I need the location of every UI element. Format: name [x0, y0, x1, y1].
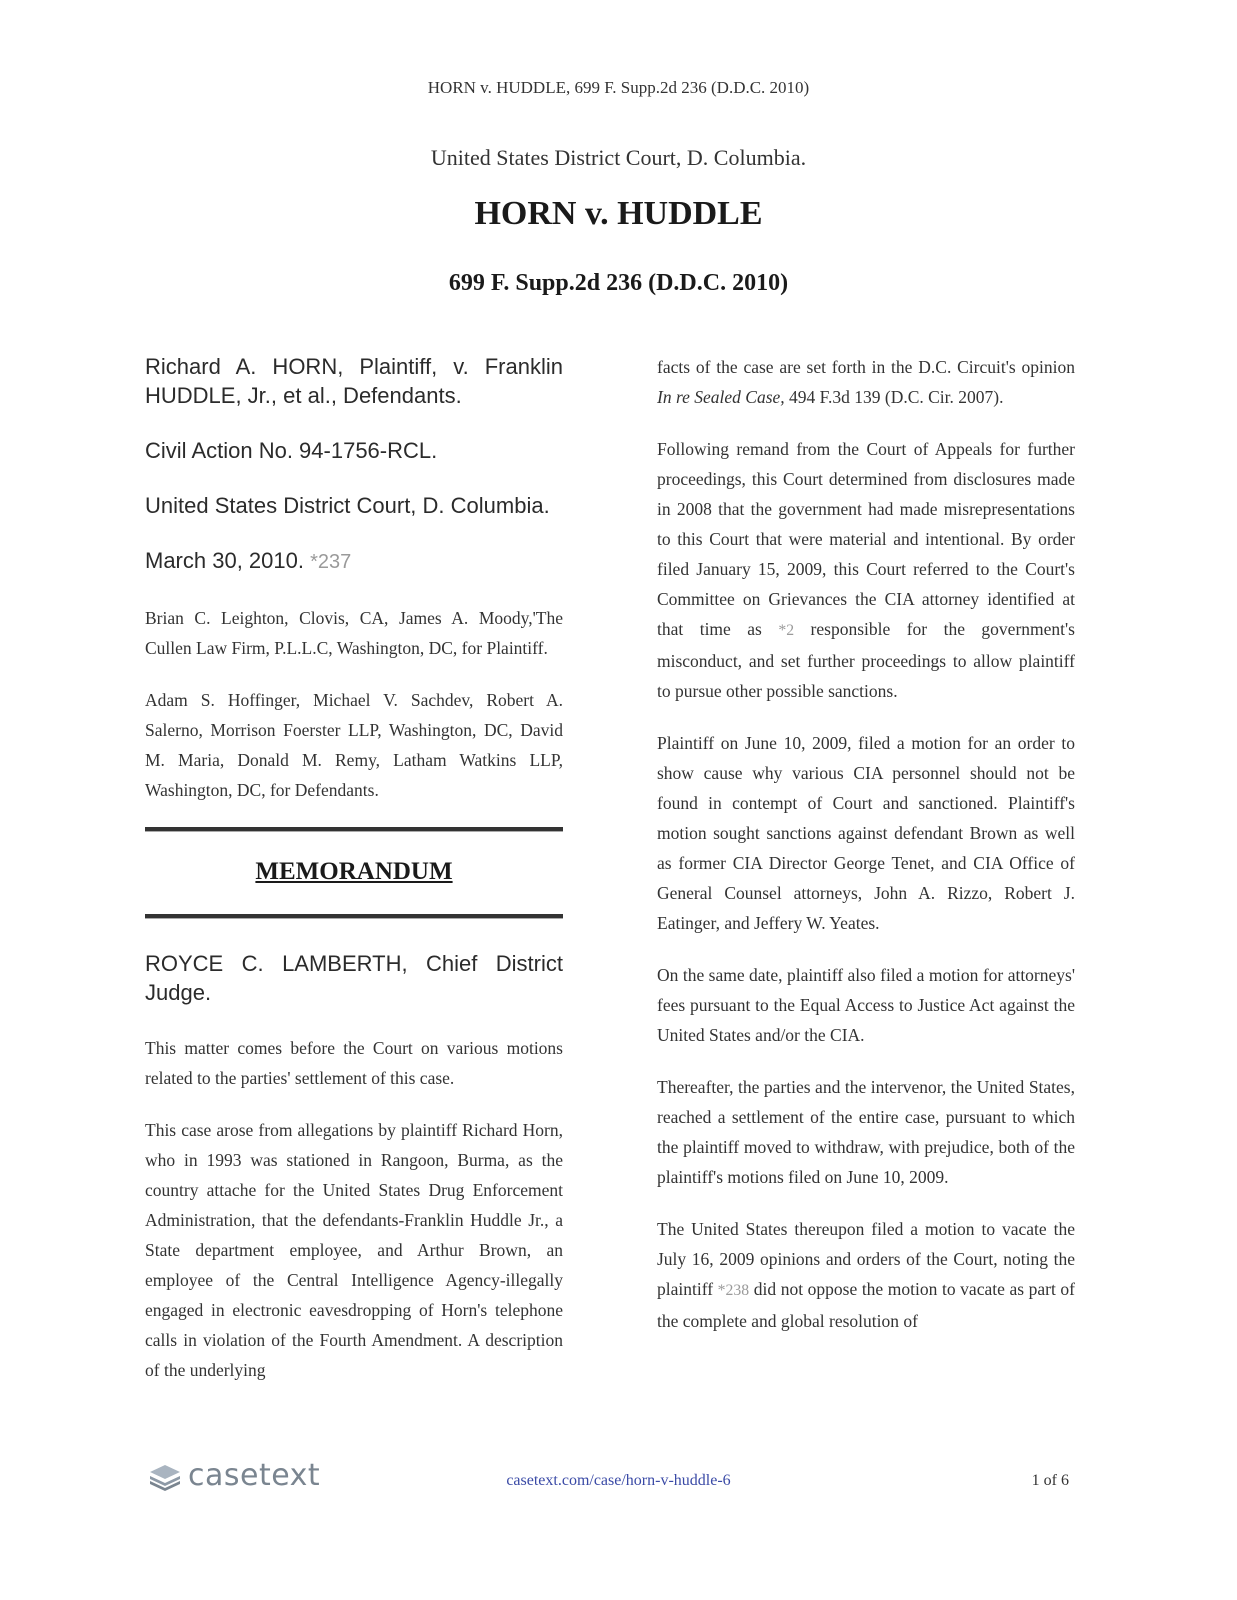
memo-heading: MEMORANDUM — [255, 858, 453, 885]
case-link[interactable]: casetext.com/case/horn-v-huddle-6 — [506, 1472, 731, 1489]
text: The United States thereupon filed a motion to vacate the July 16, 2009 opinions and orders of the Court, noting the plaintiff — [657, 1219, 1075, 1299]
page-star: *237 — [310, 551, 352, 573]
date-text: March 30, 2010. — [145, 548, 304, 573]
case-citation: 699 F. Supp.2d 236 (D.D.C. 2010) — [448, 270, 789, 296]
text: Following remand from the Court of Appeals for further proceedings, this Court determined from disclosures made in 2008 that the government had made misrepresentations to this Court that were material and intentional. By order filed January 15, 2009, this Court referred to the Court's Committee on Grievances the CIA attorney identified at that time as — [657, 439, 1075, 639]
text: did not oppose the motion to vacate as part of the complete and global resolution of — [657, 1279, 1075, 1331]
logo-text: casetext — [188, 1458, 321, 1493]
judge: ROYCE C. LAMBERTH, Chief District Judge. — [145, 951, 563, 1005]
counsel-defendants: Adam S. Hoffinger, Michael V. Sachdev, Robert A. Salerno, Morrison Foerster LLP, Washington, DC, David M. Maria, Donald M. Remy, Latham Watkins LLP, Washington, DC, for Defendants. — [145, 690, 563, 800]
page-number: 1 of 6 — [1031, 1472, 1069, 1489]
memo-heading-wrap — [145, 832, 563, 914]
paragraph: Plaintiff on June 10, 2009, filed a motion for an order to show cause why various CIA personnel should not be found in contempt of Court and sanctioned. Plaintiff's motion sought sanctions against defendant Brown as well as former CIA Director George Tenet, and CIA Office of General Counsel attorneys, John A. Rizzo, Robert J. Eatinger, and Jeffery W. Yeates. — [657, 733, 1075, 933]
running-head: HORN v. HUDDLE, 699 F. Supp.2d 236 (D.D.C. 2010) — [427, 78, 810, 97]
right-column — [657, 352, 1075, 1358]
paragraph: This case arose from allegations by plaintiff Richard Horn, who in 1993 was stationed in Rangoon, Burma, as the country attache for the United States Drug Enforcement Administration, that the defendants-Franklin Huddle Jr., a State department employee, and Arthur Brown, an employee of the Central Intelligence Agency-illegally engaged in electronic eavesdropping of Horn's telephone calls in violation of the Fourth Amendment. A description of the underlying — [145, 1120, 563, 1380]
court-name: United States District Court, D. Columbia. — [430, 145, 807, 170]
paragraph — [657, 434, 1075, 706]
left-column — [145, 352, 563, 1407]
divider — [145, 914, 563, 919]
counsel-plaintiff: Brian C. Leighton, Clovis, CA, James A. Moody,'The Cullen Law Firm, P.L.L.C, Washington, DC, for Plaintiff. — [145, 608, 563, 658]
docket-number: Civil Action No. 94-1756-RCL. — [145, 438, 438, 463]
text: responsible for the government's misconduct, and set further proceedings to allow plaintiff to pursue other possible sanctions. — [657, 619, 1075, 701]
court-line: United States District Court, D. Columbia. — [145, 493, 550, 518]
case-title: HORN v. HUDDLE — [474, 195, 763, 232]
paragraph: On the same date, plaintiff also filed a motion for attorneys' fees pursuant to the Equal Access to Justice Act against the United States and/or the CIA. — [657, 965, 1075, 1045]
decision-date — [145, 546, 563, 577]
case-name: In re Sealed Case, — [657, 387, 785, 407]
text: 494 F.3d 139 (D.C. Cir. 2007). — [784, 387, 1004, 407]
parties: Richard A. HORN, Plaintiff, v. Franklin HUDDLE, Jr., et al., Defendants. — [145, 354, 563, 408]
text: facts of the case are set forth in the D.C. Circuit's opinion — [657, 357, 1075, 377]
page-star: *238 — [717, 1282, 750, 1299]
paragraph: Thereafter, the parties and the intervenor, the United States, reached a settlement of the entire case, pursuant to which the plaintiff moved to withdraw, with prejudice, both of the plaintiff's motions filed on June 10, 2009. — [657, 1077, 1075, 1187]
footer — [0, 1458, 1237, 1498]
paragraph — [657, 352, 1075, 412]
paragraph — [657, 1214, 1075, 1336]
paragraph: This matter comes before the Court on various motions related to the parties' settlement of this case. — [145, 1038, 563, 1088]
page-star: *2 — [778, 622, 795, 639]
